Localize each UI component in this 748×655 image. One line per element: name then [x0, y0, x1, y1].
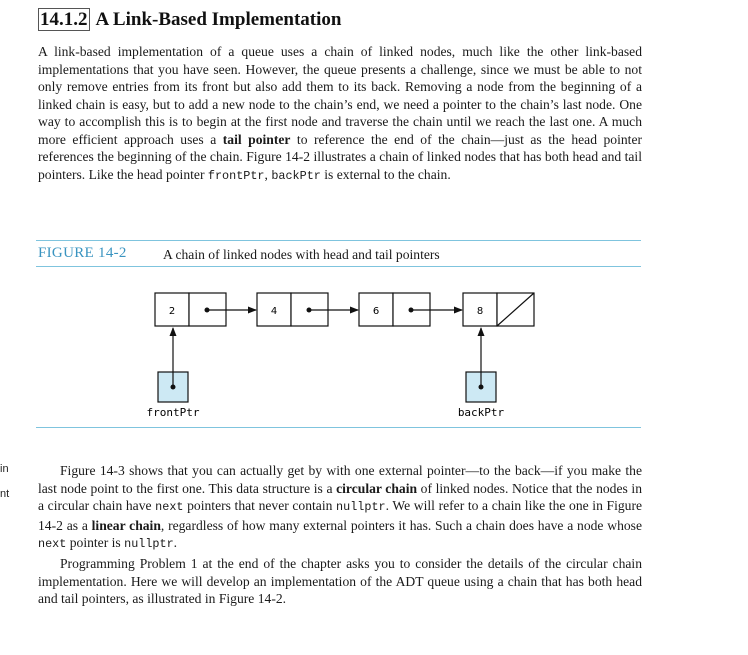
paragraph-text: , — [264, 166, 272, 182]
front-pointer — [147, 328, 200, 419]
margin-fragment: nt — [0, 488, 10, 500]
term-circular-chain: circular chain — [336, 480, 418, 496]
chain-node — [463, 293, 534, 326]
paragraph-text: to reference the end of the chain—just as the head pointer references the beginning of the chain. Figure 14-2 illustrates a chain of linked nodes that has both head and tail pointers. Like the head pointer — [38, 131, 642, 182]
chain-node — [257, 293, 358, 326]
paragraph-text: of linked nodes. Notice that the nodes in a circular chain have — [38, 480, 643, 513]
section-title: A Link-Based Implementation — [95, 9, 342, 30]
code-backptr: backPtr — [271, 168, 321, 183]
code-nullptr: nullptr — [124, 537, 174, 551]
code-next: next — [155, 500, 184, 514]
figure-label: FIGURE 14-2 — [38, 245, 127, 261]
paragraph-circular-chain — [38, 462, 642, 554]
node-value: 6 — [372, 306, 380, 317]
margin-fragment: in — [0, 463, 9, 475]
paragraph-programming-problem — [38, 555, 642, 608]
figure-bottom-rule — [36, 427, 641, 428]
chain-node — [359, 293, 462, 326]
code-nullptr: nullptr — [336, 500, 386, 514]
paragraph-text: . — [173, 535, 178, 550]
section-number: 14.1.2 — [40, 9, 88, 30]
paragraph-text: . We will refer to a chain like the one in Figure 14-2 as a — [38, 498, 643, 533]
term-tail-pointer: tail pointer — [222, 131, 291, 147]
paragraph-text: is external to the chain. — [320, 166, 451, 182]
paragraph-text: A link-based implementation of a queue uses a chain of linked nodes, much like the other link-based implementations that you have seen. However, the queue presents a challenge, since we must be able to not only remove entries from its front but also add them to its back. Removing a node from the beginning of a linked chain is easy, but to add a new node to the chain’s end, we need a pointer to the chain’s last node. One way to accomplish this is to begin at the first node and traverse the chain until we reach the last one. A much more efficient approach uses a — [38, 44, 642, 147]
paragraph-text: Programming Problem 1 at the end of the chapter asks you to consider the details of the circular chain implementation. Here we will develop an implementation of the ADT queue using a chain that has both head and tail pointers, as illustrated in Figure 14-2. — [38, 556, 642, 606]
back-pointer — [458, 328, 505, 419]
back-pointer-label: backPtr — [457, 406, 505, 419]
node-value: 8 — [476, 306, 484, 317]
paragraph-text: Figure 14-3 shows that you can actually get by with one external pointer—to the back—if you make the last node point to the first one. This data structure is a — [38, 463, 642, 496]
term-linear-chain: linear chain — [91, 517, 161, 533]
figure-caption: A chain of linked nodes with head and tail pointers — [163, 247, 440, 262]
node-value: 2 — [168, 306, 176, 317]
paragraph-text: pointer is — [66, 535, 125, 550]
node-value: 4 — [270, 306, 278, 317]
paragraph-text: pointers that never contain — [183, 498, 337, 513]
chain-node — [155, 293, 256, 326]
front-pointer-label: frontPtr — [146, 406, 200, 419]
paragraph-text: , regardless of how many external pointers it has. Such a chain does have a node whose — [160, 517, 642, 533]
code-frontptr: frontPtr — [207, 168, 265, 183]
code-next: next — [38, 537, 67, 551]
